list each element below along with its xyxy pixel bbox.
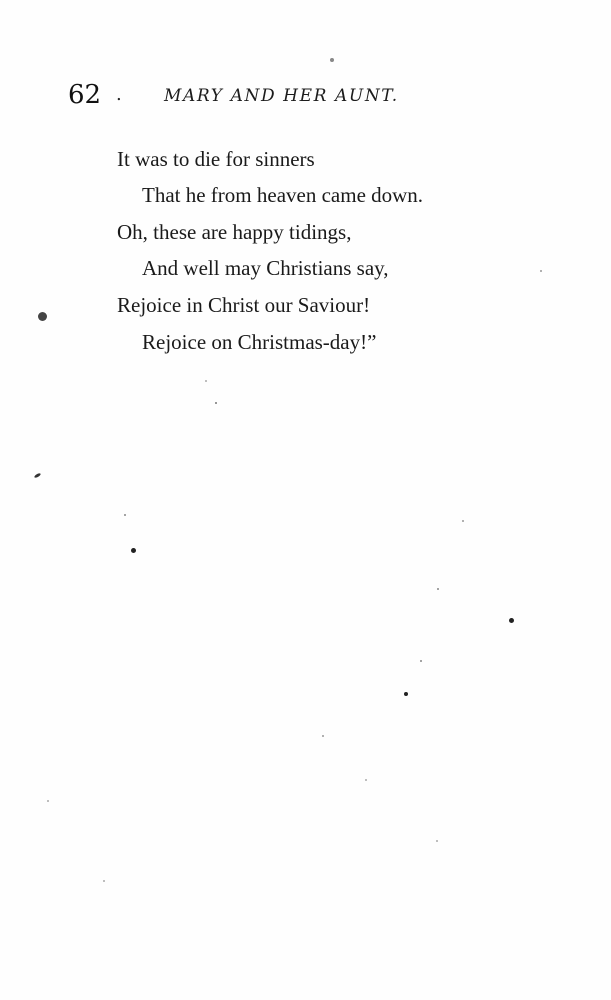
paper-speck (215, 402, 217, 404)
poem-line: And well may Christians say, (142, 256, 389, 280)
paper-speck (47, 800, 49, 802)
paper-speck (38, 312, 47, 321)
paper-speck (540, 270, 542, 272)
poem-line: Oh, these are happy tidings, (117, 220, 352, 244)
paper-speck (34, 472, 42, 478)
paper-speck (330, 58, 334, 62)
poem-line: Rejoice on Christmas-day!” (142, 330, 377, 354)
paper-speck (404, 692, 408, 696)
paper-speck (205, 380, 207, 382)
paper-speck (322, 735, 324, 737)
paper-speck (365, 779, 367, 781)
poem-line: Rejoice in Christ our Saviour! (117, 293, 371, 317)
paper-speck (462, 520, 464, 522)
page-header (68, 80, 468, 110)
poem-line: That he from heaven came down. (142, 183, 424, 207)
paper-speck (124, 514, 126, 516)
running-title: MARY AND HER AUNT. (164, 86, 399, 106)
page-number: 62 (68, 80, 102, 110)
paper-speck (437, 588, 439, 590)
paper-speck (509, 618, 514, 623)
header-dot: . (116, 84, 122, 105)
paper-speck (103, 880, 105, 882)
paper-speck (131, 548, 136, 553)
poem-line: It was to die for sinners (117, 147, 315, 171)
paper-speck (436, 840, 438, 842)
paper-speck (420, 660, 422, 662)
